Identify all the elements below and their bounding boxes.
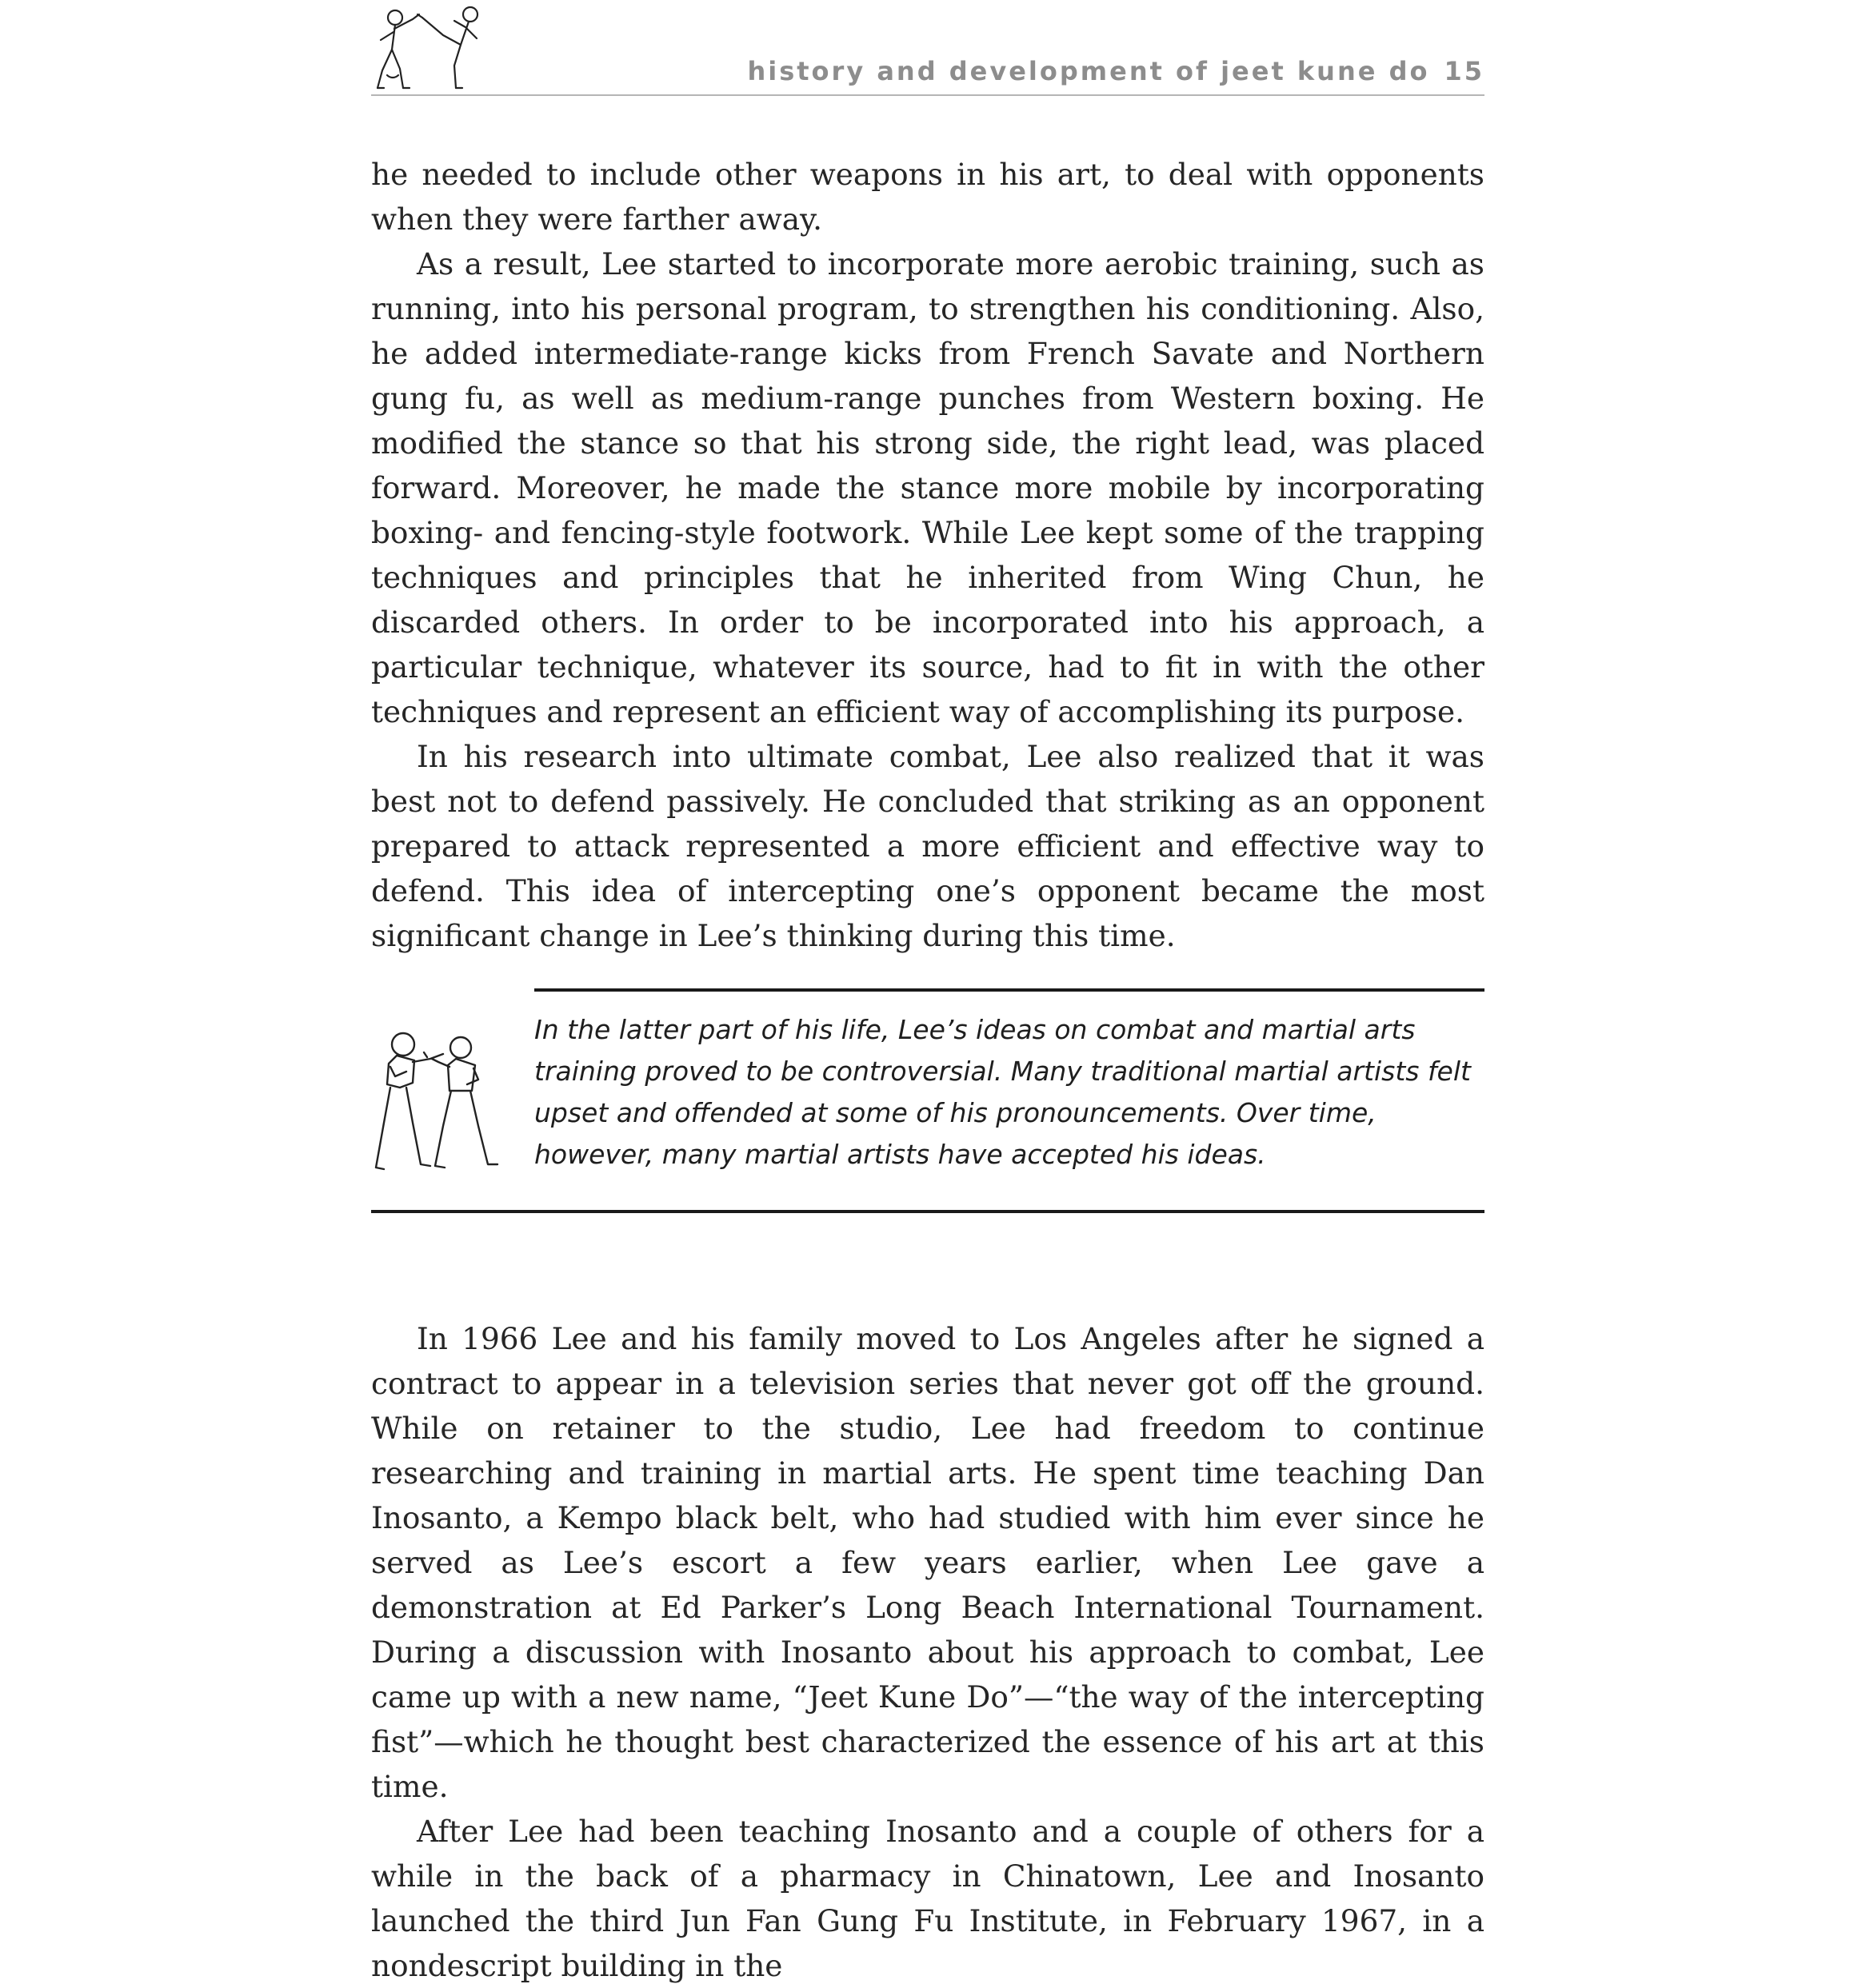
tip-box-top-rule bbox=[534, 988, 1484, 992]
paragraph: In his research into ultimate combat, Lee also realized that it was best not to defend passively. He concluded that striking as an opponent prepared to attack represented a more efficient and effective way to defend. This idea of intercepting one’s opponent became the most significant change in Lee’s thinking during this time. bbox=[371, 739, 1484, 953]
tip-box-bottom-rule bbox=[371, 1210, 1484, 1213]
paragraph: After Lee had been teaching Inosanto and a couple of others for a while in the back of a pharmacy in Chinatown, Lee and Inosanto launched the third Jun Fan Gung Fu Institute, in February 1967, in a nondescript building in the bbox=[371, 1814, 1484, 1983]
book-page bbox=[371, 0, 1484, 1983]
page-number: 15 bbox=[1444, 56, 1484, 86]
martial-artists-kicking-icon bbox=[371, 3, 483, 93]
body-text-bottom bbox=[371, 1316, 1484, 1988]
martial-artists-sparring-icon bbox=[371, 1027, 507, 1174]
tip-box-text: In the latter part of his life, Lee’s ideas on combat and martial arts training proved to be controversial. Many traditional martial artists felt upset and offended at some of his pronouncements. Over time, however, many martial artists have accepted his ideas. bbox=[534, 1014, 1471, 1170]
paragraph: In 1966 Lee and his family moved to Los Angeles after he signed a contract to appear in a television series that never got off the ground. While on retainer to the studio, Lee had freedom to continue researching and training in martial arts. He spent time teaching Dan Inosanto, a Kempo black belt, who had studied with him ever since he served as Lee’s escort a few years earlier, when Lee gave a demonstration at Ed Parker’s Long Beach International Tournament. During a discussion with Inosanto about his approach to combat, Lee came up with a new name, “Jeet Kune Do”—“the way of the intercepting fist”—which he thought best characterized the essence of his art at this time. bbox=[371, 1321, 1484, 1804]
body-text-top bbox=[371, 152, 1484, 958]
header-rule bbox=[371, 94, 1484, 96]
paragraph: he needed to include other weapons in his art, to deal with opponents when they were farther away. bbox=[371, 157, 1484, 237]
running-head-title: history and development of jeet kune do bbox=[747, 56, 1430, 86]
paragraph: As a result, Lee started to incorporate more aerobic training, such as running, into his personal program, to strengthen his conditioning. Also, he added intermediate-range kicks from French Savate and Northern gung fu, as well as medium-range punches from Western boxing. He modified the stance so that his strong side, the right lead, was placed forward. Moreover, he made the stance more mobile by incorporating boxing- and fencing-style footwork. While Lee kept some of the trapping techniques and principles that he inherited from Wing Chun, he discarded others. In order to be incorporated into his approach, a particular technique, whatever its source, had to fit in with the other techniques and represent an efficient way of accomplishing its purpose. bbox=[371, 246, 1484, 729]
running-head bbox=[747, 56, 1484, 86]
